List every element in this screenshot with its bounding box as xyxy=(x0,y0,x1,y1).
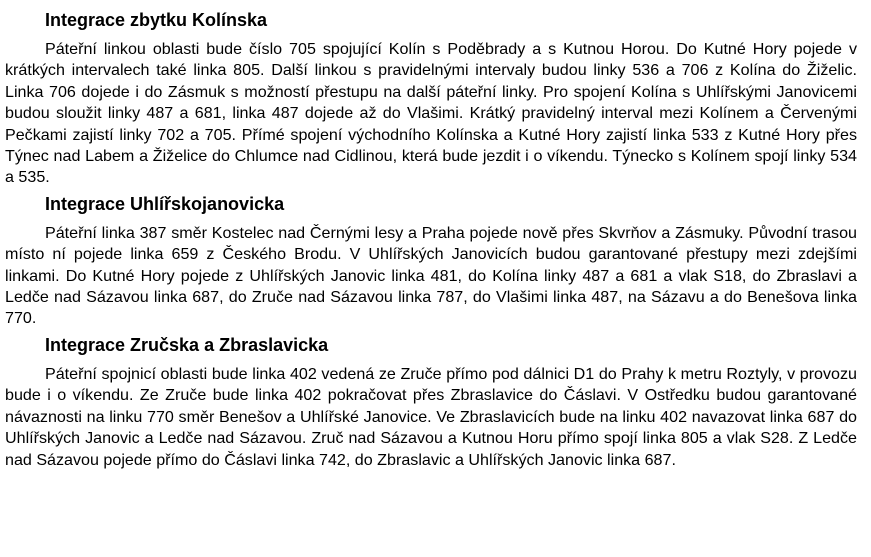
section-zrucsko-zbraslavicko xyxy=(5,330,857,471)
section-kolinsko xyxy=(5,0,857,189)
section-paragraph: Páteřní spojnicí oblasti bude linka 402 vedená ze Zruče přímo pod dálnici D1 do Prahy k metru Roztyly, v provozu bude i o víkendu. Ze Zruče bude linka 402 pokračovat přes Zbraslavice do Čáslavi. V Ostředku budou garantované návaznosti na linku 770 směr Benešov a Uhlířské Janovice. Ve Zbraslavicích bude na linku 402 navazovat linka 687 do Uhlířských Janovic a Ledče nad Sázavou. Zruč nad Sázavou a Kutnou Horu přímo spojí linka 805 a vlak S28. Z Ledče nad Sázavou pojede přímo do Čáslavi linka 742, do Zbraslavic a Uhlířských Janovic linka 687. xyxy=(5,364,857,469)
section-paragraph: Páteřní linkou oblasti bude číslo 705 spojující Kolín s Poděbrady a s Kutnou Horou. Do Kutné Hory pojede v krátkých intervalech také linka 805. Další linkou s pravidelnými intervaly budou linky 536 a 706 z Kolína do Žiželic. Linka 706 dojede i do Zásmuk s možností přestupu na další páteřní linky. Pro spojení Kolína s Uhlířskými Janovicemi budou sloužit linky 487 a 681, linka 487 dojede až do Vlašimi. Krátký pravidelný interval mezi Kolínem a Červenými Pečkami zajistí linky 702 a 705. Přímé spojení východního Kolínska a Kutné Hory zajistí linka 533 z Kutné Hory přes Týnec nad Labem a Žiželice do Chlumce nad Cidlinou, která bude jezdit i o víkendu. Týnecko s Kolínem spojí linky 534 a 535. xyxy=(5,40,857,187)
section-heading: Integrace Uhlířskojanovicka xyxy=(45,193,285,214)
section-paragraph: Páteřní linka 387 směr Kostelec nad Černými lesy a Praha pojede nově přes Skvrňov a Zásmuky. Původní trasou místo ní pojede linka 659 z Českého Brodu. V Uhlířských Janovicích budou garantované přestupy mezi zdejšími linkami. Do Kutné Hory pojede z Uhlířských Janovic linka 481, do Kolína linky 487 a 681 a vlak S18, do Zbraslavi a Ledče nad Sázavou linka 687, do Zruče nad Sázavou linka 787, do Vlašimi linka 487, na Sázavu a do Benešova linka 770. xyxy=(5,223,857,328)
section-heading: Integrace zbytku Kolínska xyxy=(45,10,268,30)
section-heading: Integrace Zručska a Zbraslavicka xyxy=(45,334,329,355)
section-uhlirskojanovicko xyxy=(5,189,857,330)
